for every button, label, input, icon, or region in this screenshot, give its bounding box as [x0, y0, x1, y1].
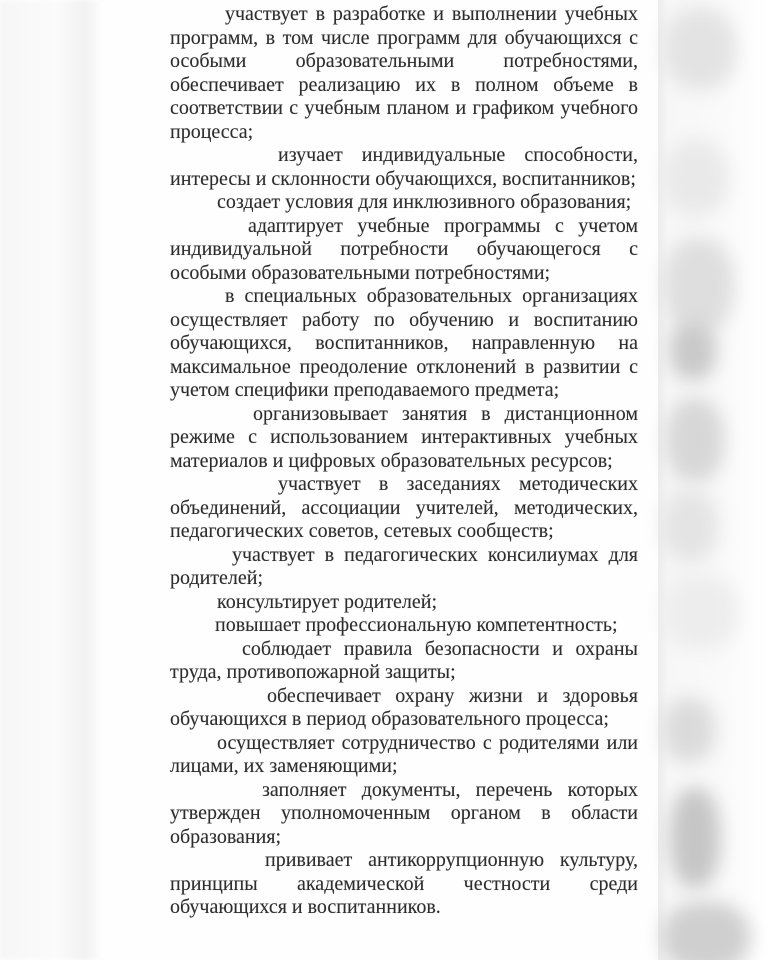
blur-blob	[664, 8, 736, 90]
blur-blob	[662, 574, 738, 650]
blur-blob	[670, 788, 720, 888]
paragraph-8: участвует в педагогических консилиумах для родителей;	[170, 543, 638, 589]
blur-blob	[662, 490, 718, 562]
paragraph-11: соблюдает правила безопасности и охраны труда, противопожарной защиты;	[170, 637, 638, 683]
paragraph-12: обеспечивает охрану жизни и здоровья обучающихся в период образовательного процесса;	[170, 684, 638, 730]
paragraph-13: осуществляет сотрудничество с родителями или лицами, их заменяющими;	[170, 731, 638, 777]
document-text	[170, 3, 638, 920]
paragraph-7: участвует в заседаниях методических объединений, ассоциации учителей, методических, педагогических советов, сетевых сообществ;	[170, 473, 638, 542]
paragraph-14: заполняет документы, перечень которых утвержден уполномоченным органом в области образования;	[170, 778, 638, 848]
blur-blob	[666, 398, 724, 482]
blur-blob	[662, 902, 750, 960]
paragraph-9: консультирует родителей;	[217, 590, 438, 613]
paragraph-15: прививает антикоррупционную культуру, принципы академической честности среди обучающихся и воспитанников.	[170, 849, 638, 918]
blur-blob	[670, 322, 716, 380]
paragraph-3: создает условия для инклюзивного образования;	[217, 191, 632, 213]
blur-blob	[664, 238, 734, 333]
blurred-right-margin	[658, 0, 768, 960]
paragraph-5: в специальных образовательных организациях осуществляет работу по обучению и воспитанию обучающихся, воспитанников, направленную на максимальное преодоление отклонений в развитии с учетом специфики преподаваемого предмета;	[170, 285, 638, 401]
paragraph-6: организовывает занятия в дистанционном режиме с использованием интерактивных учебных материалов и цифровых образовательных ресурсов;	[170, 402, 638, 472]
blur-blob	[663, 698, 715, 762]
page-left-edge-shadow	[0, 0, 104, 960]
paragraph-1: участвует в разработке и выполнении учебных программ, в том числе программ для обучающихся с особыми образовательными потребностями, обеспечивает реализацию их в полном объеме в соответствии с учебным планом и графиком учебного процесса;	[170, 3, 638, 143]
paragraph-10: повышает профессиональную компетентность;	[215, 614, 618, 636]
blur-blob	[664, 140, 728, 216]
paragraph-4: адаптирует учебные программы с учетом индивидуальной потребности обучающегося с особыми образовательными потребностями;	[170, 214, 638, 284]
paragraph-2: изучает индивидуальные способности, интересы и склонности обучающихся, воспитанников;	[170, 144, 638, 190]
